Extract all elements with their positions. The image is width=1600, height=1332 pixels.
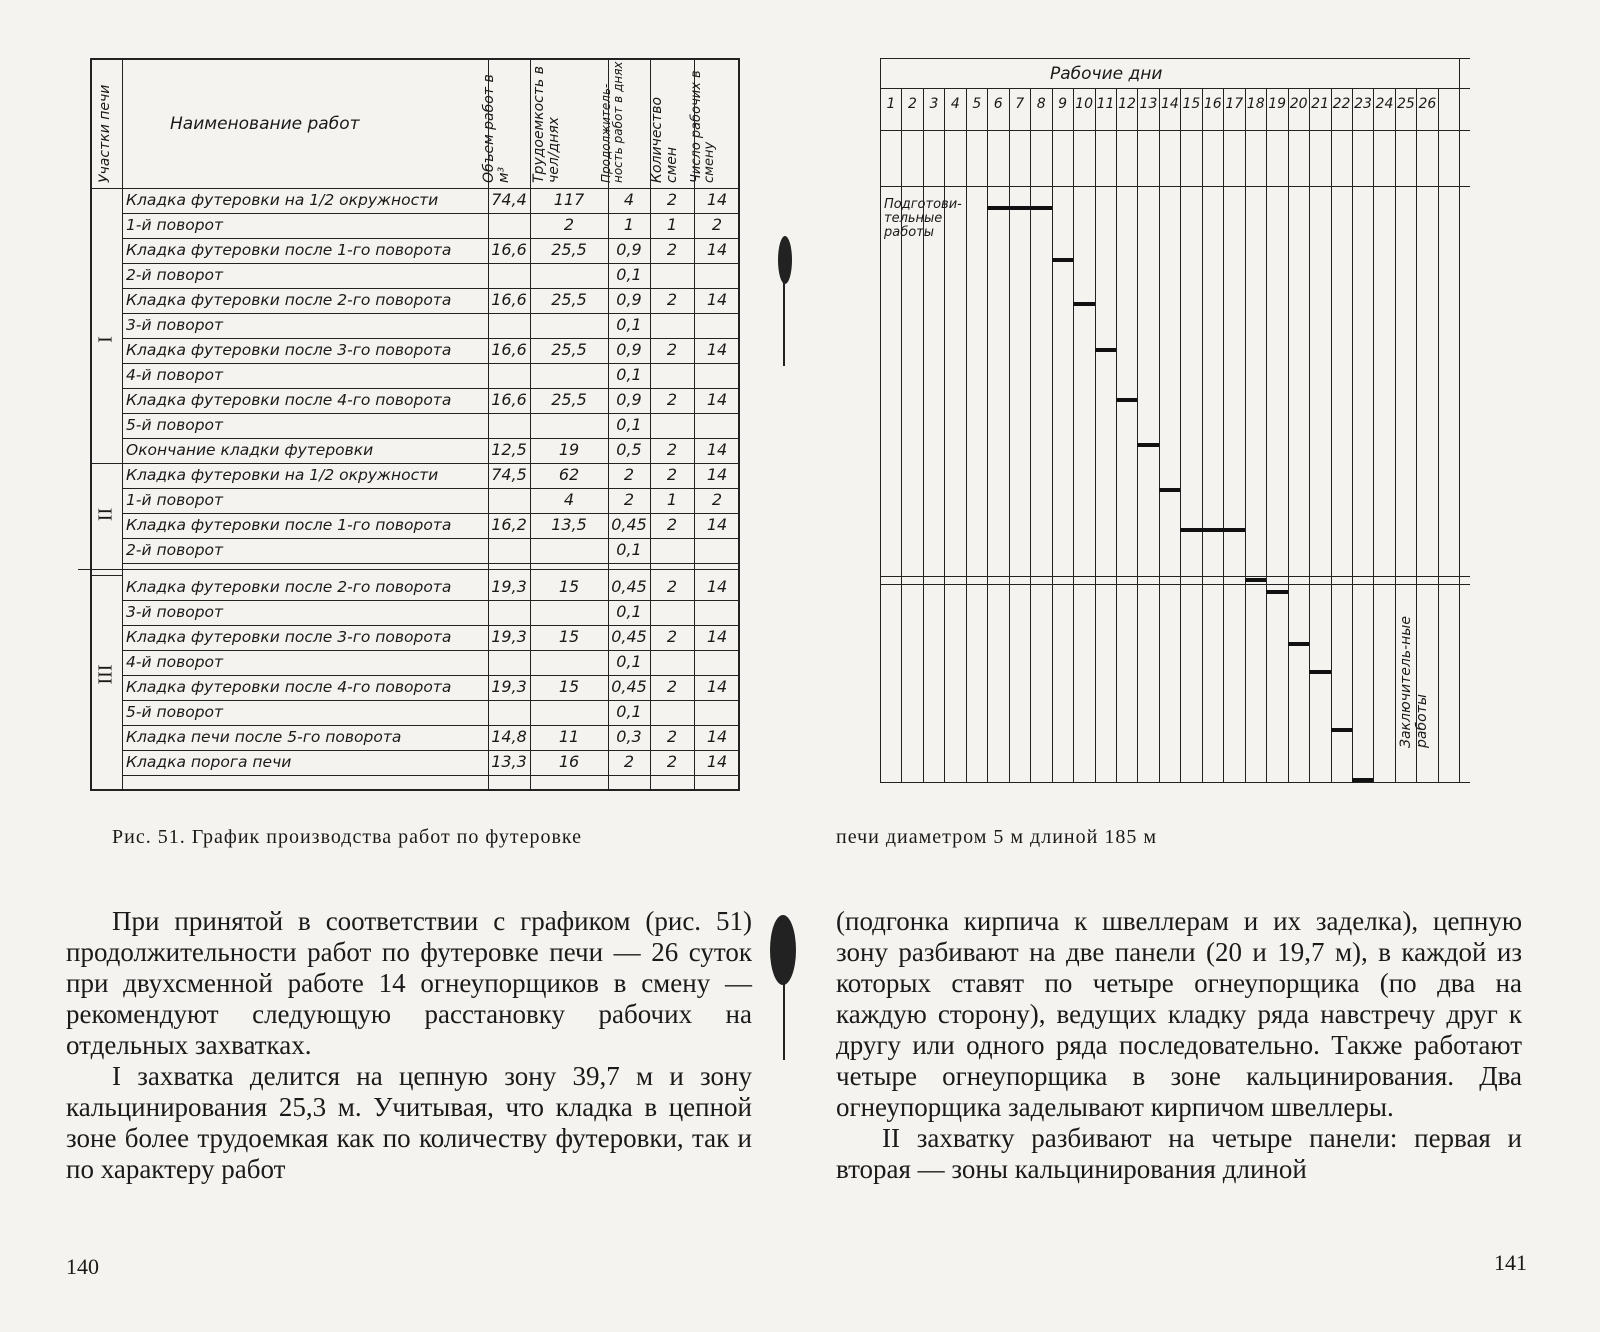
row-work-name: 1-й поворот <box>126 491 224 509</box>
day-number: 15 <box>1182 96 1201 112</box>
day-number: 6 <box>993 96 1003 112</box>
row-shifts: 2 <box>666 240 678 259</box>
day-column-line <box>944 88 945 782</box>
row-duration: 0,1 <box>616 652 642 671</box>
day-column-line <box>1116 88 1117 782</box>
day-number: 24 <box>1375 96 1394 112</box>
right-column-text <box>836 906 1522 1185</box>
row-work-name: Кладка футеровки после 4-го поворота <box>126 678 452 696</box>
break-line <box>78 569 740 570</box>
row-workers: 14 <box>706 515 728 534</box>
row-duration: 0,1 <box>616 415 642 434</box>
row-duration: 0,3 <box>616 727 642 746</box>
day-number: 1 <box>886 96 896 112</box>
row-shifts: 2 <box>666 440 678 459</box>
day-column-line <box>1395 88 1396 782</box>
row-volume: 74,5 <box>491 465 527 484</box>
gantt-title: Рабочие дни <box>1050 64 1163 84</box>
row-workers: 2 <box>711 490 723 509</box>
row-duration: 0,9 <box>616 390 642 409</box>
row-divider <box>122 775 740 776</box>
day-number: 11 <box>1096 96 1115 112</box>
row-work-name: Кладка порога печи <box>126 753 292 771</box>
row-shifts: 2 <box>666 677 678 696</box>
header-labor: Трудоемкость в чел/днях <box>531 66 562 183</box>
gantt-days-divider <box>880 130 1470 131</box>
day-number: 17 <box>1225 96 1244 112</box>
row-volume: 16,6 <box>491 390 527 409</box>
day-number: 7 <box>1015 96 1025 112</box>
gantt-bar <box>1309 670 1330 674</box>
gantt-bar <box>1352 778 1373 782</box>
gantt-bar <box>1266 590 1287 594</box>
gantt-bar <box>1116 398 1137 402</box>
day-column-line <box>1288 88 1289 782</box>
row-work-name: Кладка футеровки после 1-го поворота <box>126 516 452 534</box>
section-label-3: III <box>94 664 117 685</box>
row-shifts: 2 <box>666 465 678 484</box>
row-labor: 117 <box>553 190 585 209</box>
row-work-name: Кладка футеровки после 1-го поворота <box>126 241 452 259</box>
gantt-header-divider <box>880 186 1470 187</box>
row-volume: 13,3 <box>491 752 527 771</box>
day-number: 4 <box>950 96 960 112</box>
row-work-name: 3-й поворот <box>126 603 224 621</box>
day-column-line <box>1030 88 1031 782</box>
row-work-name: 5-й поворот <box>126 703 224 721</box>
gantt-bar <box>1137 443 1158 447</box>
day-column-line <box>1009 88 1010 782</box>
row-workers: 14 <box>706 727 728 746</box>
page-number-left: 140 <box>66 1254 99 1279</box>
day-number: 25 <box>1396 96 1415 112</box>
day-column-line <box>1331 88 1332 782</box>
row-work-name: Кладка футеровки на 1/2 окружности <box>126 191 439 209</box>
row-duration: 4 <box>623 190 635 209</box>
day-number: 5 <box>972 96 982 112</box>
row-volume: 19,3 <box>491 577 527 596</box>
row-duration: 0,9 <box>616 240 642 259</box>
row-volume: 16,6 <box>491 240 527 259</box>
day-number: 21 <box>1311 96 1329 112</box>
row-work-name: Окончание кладки футеровки <box>126 441 374 459</box>
gantt-bar <box>1073 302 1094 306</box>
row-workers: 14 <box>706 465 728 484</box>
row-work-name: Кладка печи после 5-го поворота <box>126 728 402 746</box>
prep-works-label: Подготови-тельные работы <box>884 197 962 240</box>
row-workers: 14 <box>706 240 728 259</box>
row-duration: 0,1 <box>616 265 642 284</box>
right-paragraph-1: (подгонка кирпича к швеллерам и их заделка), цепную зону разбивают на две панели (20 и 19,7 м), в каждой из которых ставят по четыре огнеупорщика (по два на каждую сторону), ведущих кладку ряда навстречу друг к другу или одного ряда последовательно. Также работают четыре огнеупорщика в зоне кальцинирования. Два огнеупорщика заделывают кирпичом швеллеры. <box>836 906 1522 1122</box>
day-number: 8 <box>1036 96 1046 112</box>
day-column-line <box>1245 88 1246 782</box>
row-shifts: 1 <box>666 490 678 509</box>
right-paragraph-2: II захватку разбивают на четыре панели: первая и вторая — зоны кальцинирования длиной <box>836 1123 1522 1184</box>
row-duration: 0,1 <box>616 602 642 621</box>
row-duration: 2 <box>623 490 635 509</box>
row-volume: 14,8 <box>491 727 527 746</box>
left-paragraph-1: При принятой в соответствии с графиком (рис. 51) продолжительности работ по футеровке печи — 26 суток при двухсменной работе 14 огнеупорщиков в смену — рекомендуют следующую расстановку рабочих на отдельных захватках. <box>66 906 752 1060</box>
row-duration: 0,45 <box>611 577 647 596</box>
row-volume: 19,3 <box>491 677 527 696</box>
header-section: Участки печи <box>97 84 113 183</box>
day-column-line <box>1052 88 1053 782</box>
row-shifts: 2 <box>666 290 678 309</box>
header-shifts: Количество смен <box>649 96 680 183</box>
row-shifts: 2 <box>666 627 678 646</box>
row-labor: 25,5 <box>551 340 587 359</box>
day-number: 20 <box>1289 96 1308 112</box>
row-work-name: Кладка футеровки после 3-го поворота <box>126 341 452 359</box>
row-work-name: 1-й поворот <box>126 216 224 234</box>
ink-stem-1 <box>783 280 785 366</box>
row-labor: 13,5 <box>551 515 587 534</box>
row-duration: 0,1 <box>616 365 642 384</box>
day-column-line <box>987 88 988 782</box>
gantt-bar <box>1159 488 1180 492</box>
header-volume: Объем работ в м³ <box>481 74 512 183</box>
day-column-line <box>1202 88 1203 782</box>
row-duration: 1 <box>623 215 635 234</box>
day-column-line <box>1459 58 1460 782</box>
section-divider <box>90 463 122 464</box>
row-shifts: 2 <box>666 340 678 359</box>
row-shifts: 2 <box>666 752 678 771</box>
works-table <box>90 58 740 791</box>
row-workers: 14 <box>706 577 728 596</box>
row-workers: 14 <box>706 752 728 771</box>
figure-caption-left: Рис. 51. График производства работ по футеровке <box>112 826 582 848</box>
row-labor: 15 <box>558 627 580 646</box>
final-works-label: Заключитель-ные работы <box>1398 616 1430 748</box>
day-number: 22 <box>1332 96 1351 112</box>
gantt-title-divider <box>880 88 1470 89</box>
gantt-bottom-border <box>880 782 1470 783</box>
row-work-name: Кладка футеровки после 3-го поворота <box>126 628 452 646</box>
gantt-bar <box>1288 642 1309 646</box>
row-volume: 74,4 <box>491 190 527 209</box>
day-number: 3 <box>929 96 939 112</box>
row-duration: 0,45 <box>611 515 647 534</box>
section-label-2: II <box>94 507 117 522</box>
day-column-line <box>1223 88 1224 782</box>
row-shifts: 2 <box>666 577 678 596</box>
day-number: 19 <box>1268 96 1287 112</box>
header-workers: Число рабочих в смену <box>689 70 717 183</box>
row-volume: 12,5 <box>491 440 527 459</box>
row-workers: 14 <box>706 390 728 409</box>
row-shifts: 2 <box>666 190 678 209</box>
gantt-bar <box>1095 348 1116 352</box>
day-column-line <box>880 58 881 782</box>
day-number: 23 <box>1354 96 1372 112</box>
gantt-break-2 <box>880 584 1470 585</box>
gantt-bar <box>1180 528 1244 532</box>
day-column-line <box>1352 88 1353 782</box>
day-number: 9 <box>1058 96 1068 112</box>
ink-blot-2 <box>770 915 796 985</box>
row-work-name: 3-й поворот <box>126 316 224 334</box>
row-volume: 16,6 <box>491 340 527 359</box>
day-column-line <box>1159 88 1160 782</box>
row-duration: 0,45 <box>611 627 647 646</box>
row-workers: 14 <box>706 627 728 646</box>
day-column-line <box>1073 88 1074 782</box>
header-name: Наименование работ <box>170 114 360 134</box>
row-labor: 19 <box>558 440 580 459</box>
section-label-1: I <box>94 336 117 343</box>
left-column-text <box>66 906 752 1185</box>
row-shifts: 1 <box>666 215 678 234</box>
ink-blot-1 <box>778 236 792 284</box>
day-number: 26 <box>1418 96 1437 112</box>
row-work-name: Кладка футеровки после 4-го поворота <box>126 391 452 409</box>
left-paragraph-2: I захватка делится на цепную зону 39,7 м и зону кальцинирования 25,3 м. Учитывая, что кладка в цепной зоне более трудоемкая как по количеству футеровки, так и по характеру работ <box>66 1061 752 1184</box>
table-column-line <box>122 58 123 791</box>
row-duration: 0,9 <box>616 290 642 309</box>
day-column-line <box>966 88 967 782</box>
row-volume: 16,2 <box>491 515 527 534</box>
day-column-line <box>1438 88 1439 782</box>
row-workers: 14 <box>706 340 728 359</box>
row-labor: 25,5 <box>551 390 587 409</box>
row-labor: 15 <box>558 677 580 696</box>
row-duration: 0,45 <box>611 677 647 696</box>
row-duration: 0,1 <box>616 702 642 721</box>
row-duration: 0,5 <box>616 440 642 459</box>
row-work-name: 4-й поворот <box>126 653 224 671</box>
row-shifts: 2 <box>666 727 678 746</box>
row-labor: 2 <box>563 215 575 234</box>
page-number-right: 141 <box>1494 1250 1527 1275</box>
day-number: 12 <box>1118 96 1136 112</box>
section-divider <box>90 575 122 576</box>
figure-caption-right: печи диаметром 5 м длиной 185 м <box>836 826 1157 848</box>
row-workers: 14 <box>706 440 728 459</box>
row-labor: 15 <box>558 577 580 596</box>
day-number: 10 <box>1075 96 1093 112</box>
row-labor: 25,5 <box>551 290 587 309</box>
row-labor: 4 <box>563 490 575 509</box>
gantt-bar <box>1331 728 1352 732</box>
day-number: 13 <box>1139 96 1158 112</box>
header-duration: Продолжитель-ность работ в днях <box>599 61 625 183</box>
day-number: 14 <box>1160 96 1179 112</box>
row-duration: 0,1 <box>616 315 642 334</box>
row-workers: 14 <box>706 190 728 209</box>
row-volume: 16,6 <box>491 290 527 309</box>
row-workers: 14 <box>706 290 728 309</box>
gantt-break-1 <box>880 576 1470 577</box>
row-shifts: 2 <box>666 390 678 409</box>
row-volume: 19,3 <box>491 627 527 646</box>
row-work-name: 2-й поворот <box>126 541 224 559</box>
row-divider <box>122 563 740 564</box>
row-duration: 0,9 <box>616 340 642 359</box>
row-work-name: 4-й поворот <box>126 366 224 384</box>
gantt-bar <box>1245 578 1266 582</box>
day-column-line <box>923 88 924 782</box>
row-workers: 14 <box>706 677 728 696</box>
gantt-bar <box>987 206 1051 210</box>
gantt-chart <box>880 58 1480 803</box>
day-column-line <box>1309 88 1310 782</box>
day-column-line <box>1373 88 1374 782</box>
row-workers: 2 <box>711 215 723 234</box>
gantt-top-border <box>880 58 1470 59</box>
row-labor: 25,5 <box>551 240 587 259</box>
day-number: 2 <box>907 96 917 112</box>
day-column-line <box>1266 88 1267 782</box>
row-duration: 2 <box>623 752 635 771</box>
row-labor: 16 <box>558 752 580 771</box>
day-column-line <box>1137 88 1138 782</box>
row-duration: 0,1 <box>616 540 642 559</box>
gantt-bar <box>1052 258 1073 262</box>
row-work-name: 5-й поворот <box>126 416 224 434</box>
day-column-line <box>1095 88 1096 782</box>
day-number: 18 <box>1246 96 1265 112</box>
day-number: 16 <box>1203 96 1222 112</box>
day-column-line <box>901 88 902 782</box>
row-shifts: 2 <box>666 515 678 534</box>
row-labor: 62 <box>558 465 580 484</box>
day-column-line <box>1180 88 1181 782</box>
ink-stem-2 <box>783 980 785 1060</box>
row-work-name: Кладка футеровки после 2-го поворота <box>126 578 452 596</box>
row-work-name: Кладка футеровки на 1/2 окружности <box>126 466 439 484</box>
row-work-name: Кладка футеровки после 2-го поворота <box>126 291 452 309</box>
row-labor: 11 <box>558 727 580 746</box>
row-duration: 2 <box>623 465 635 484</box>
row-work-name: 2-й поворот <box>126 266 224 284</box>
